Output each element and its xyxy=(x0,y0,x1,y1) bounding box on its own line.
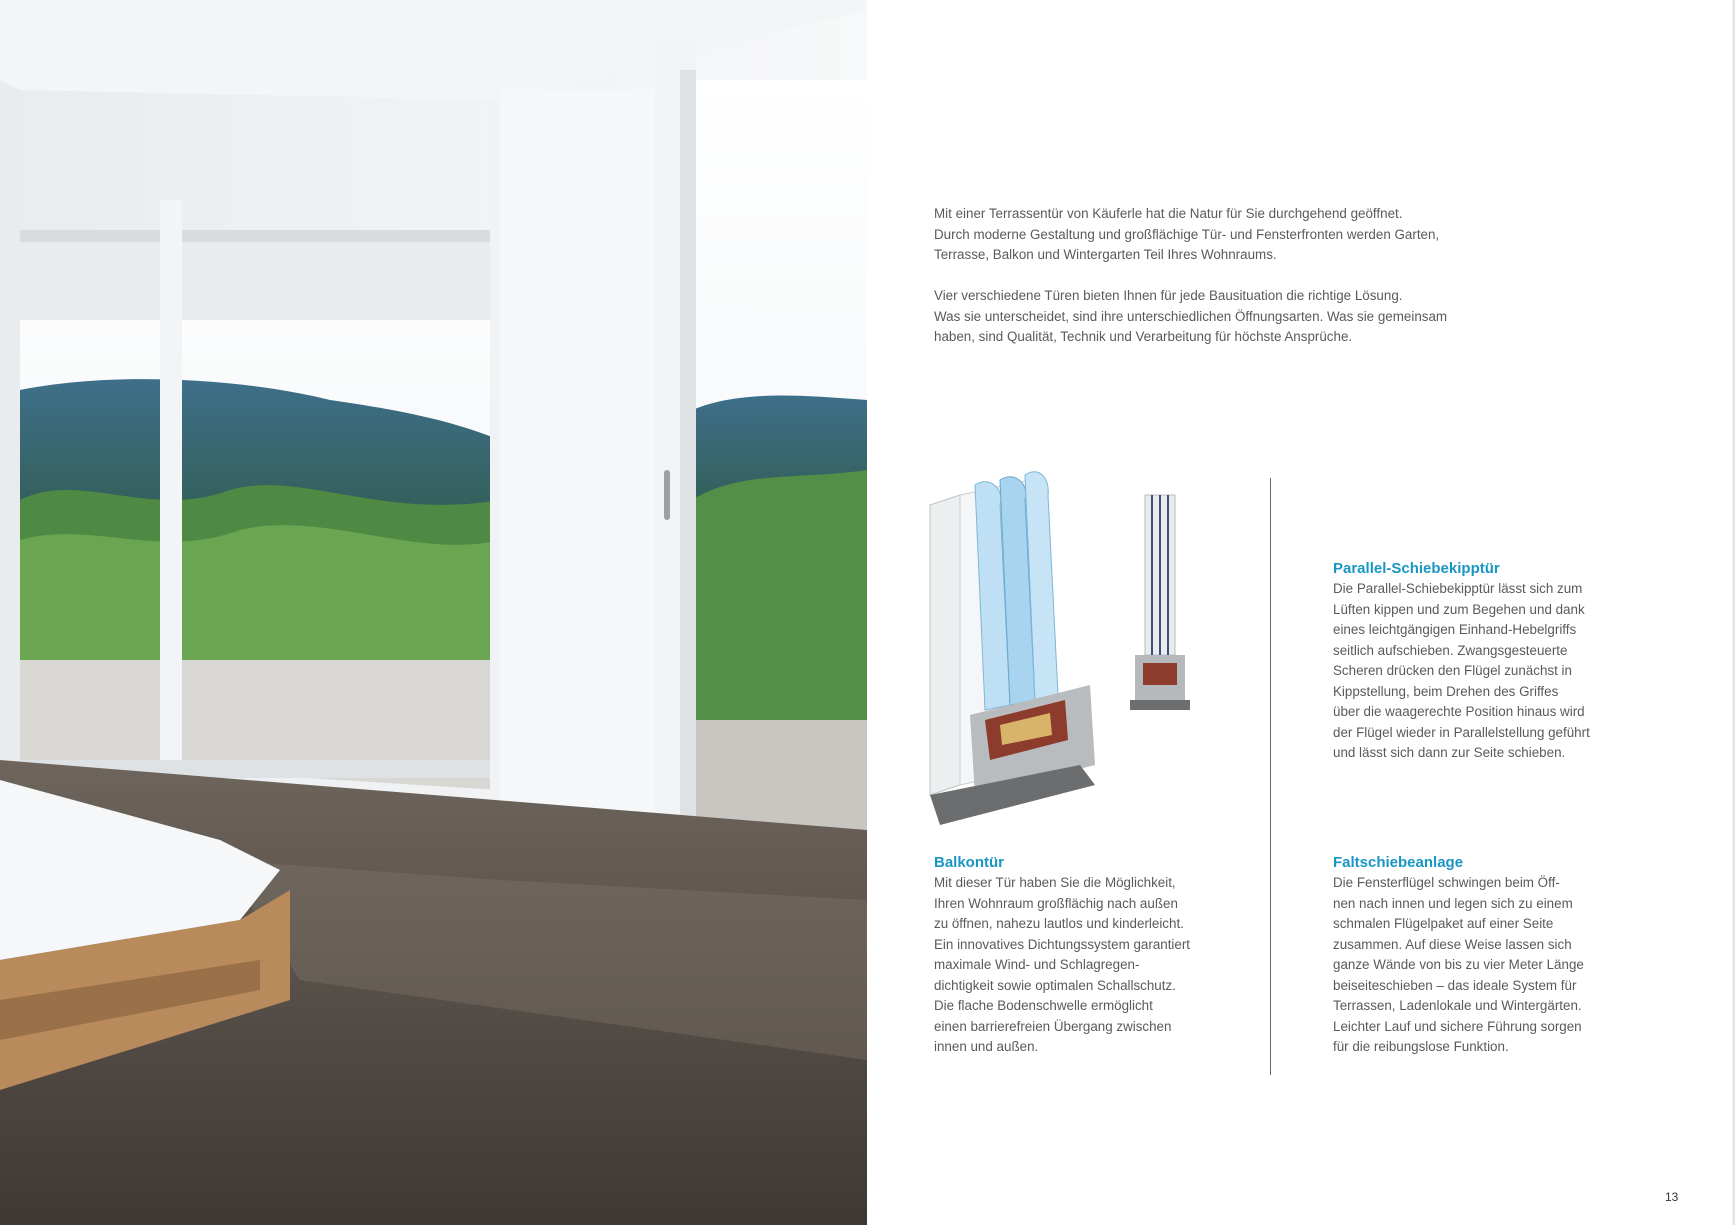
section-line: Terrassen, Ladenlokale und Wintergärten. xyxy=(1333,998,1582,1013)
section-line: schmalen Flügelpaket auf einer Seite xyxy=(1333,916,1554,931)
intro-line: Terrasse, Balkon und Wintergarten Teil Ihres Wohnraums. xyxy=(934,247,1277,262)
intro-line: Vier verschiedene Türen bieten Ihnen für jede Bausituation die richtige Lösung. xyxy=(934,288,1403,303)
section-line: Lüften kippen und zum Begehen und dank xyxy=(1333,601,1585,617)
text-page xyxy=(867,0,1735,1225)
section-line: und lässt sich dann zur Seite schieben. xyxy=(1333,745,1566,760)
intro-line: Was sie unterscheidet, sind ihre unterschiedlichen Öffnungsarten. Was sie gemeinsam xyxy=(934,308,1448,324)
section-title: Parallel-Schiebekipptür xyxy=(1333,560,1500,577)
section-title: Balkontür xyxy=(934,854,1005,871)
page-number: 13 xyxy=(1665,1190,1679,1204)
section-title: Faltschiebeanlage xyxy=(1333,854,1464,871)
section-line: Ihren Wohnraum großflächig nach außen xyxy=(934,895,1178,911)
intro-text xyxy=(934,204,1494,368)
section-line: Die Fensterflügel schwingen beim Öff- xyxy=(1333,875,1560,890)
section-line: Scheren drücken den Flügel zunächst in xyxy=(1333,663,1572,678)
section-line: Die flache Bodenschwelle ermöglicht xyxy=(934,998,1153,1013)
section-body xyxy=(1333,873,1633,1058)
section-line: ganze Wände von bis zu vier Meter Länge xyxy=(1333,957,1584,972)
section-line: seitlich aufschieben. Zwangsgesteuerte xyxy=(1333,642,1568,658)
section-faltschiebeanlage xyxy=(1333,853,1633,1058)
section-line: einen barrierefreien Übergang zwischen xyxy=(934,1018,1172,1034)
section-line: eines leichtgängigen Einhand-Hebelgriffs xyxy=(1333,622,1577,637)
section-line: Ein innovatives Dichtungssystem garantiert xyxy=(934,936,1191,952)
column-divider xyxy=(1270,478,1271,1075)
section-line: beiseiteschieben – das ideale System für xyxy=(1333,977,1577,993)
intro-line: Durch moderne Gestaltung und großflächige Tür- und Fensterfronten werden Garten, xyxy=(934,226,1440,242)
section-line: Leichter Lauf und sichere Führung sorgen xyxy=(1333,1018,1582,1034)
section-body xyxy=(1333,579,1613,764)
door-profile-illustrations xyxy=(900,465,1200,835)
intro-paragraph-2 xyxy=(934,286,1494,348)
section-line: zusammen. Auf diese Weise lassen sich xyxy=(1333,936,1572,952)
section-line: Mit dieser Tür haben Sie die Möglichkeit, xyxy=(934,875,1176,890)
section-line: maximale Wind- und Schlagregen- xyxy=(934,957,1140,972)
section-line: Kippstellung, beim Drehen des Griffes xyxy=(1333,683,1559,699)
section-line: Die Parallel-Schiebekipptür lässt sich zum xyxy=(1333,581,1583,596)
section-line: über die waagerechte Position hinaus wird xyxy=(1333,704,1585,719)
section-line: für die reibungslose Funktion. xyxy=(1333,1039,1509,1054)
section-balkontuer xyxy=(934,853,1234,1058)
section-parallel-schiebekipptuer xyxy=(1333,559,1613,764)
section-line: dichtigkeit sowie optimalen Schallschutz. xyxy=(934,977,1176,993)
section-line: der Flügel wieder in Parallelstellung geführt xyxy=(1333,724,1590,740)
intro-line: haben, sind Qualität, Technik und Verarbeitung für höchste Ansprüche. xyxy=(934,329,1353,344)
section-line: zu öffnen, nahezu lautlos und kinderleicht. xyxy=(934,916,1184,931)
intro-line: Mit einer Terrassentür von Käuferle hat die Natur für Sie durchgehend geöffnet. xyxy=(934,206,1403,221)
bedroom-terrace-photo xyxy=(0,0,867,1225)
section-line: innen und außen. xyxy=(934,1039,1039,1054)
section-body xyxy=(934,873,1234,1058)
intro-paragraph-1 xyxy=(934,204,1494,266)
section-line: nen nach innen und legen sich zu einem xyxy=(1333,895,1573,911)
